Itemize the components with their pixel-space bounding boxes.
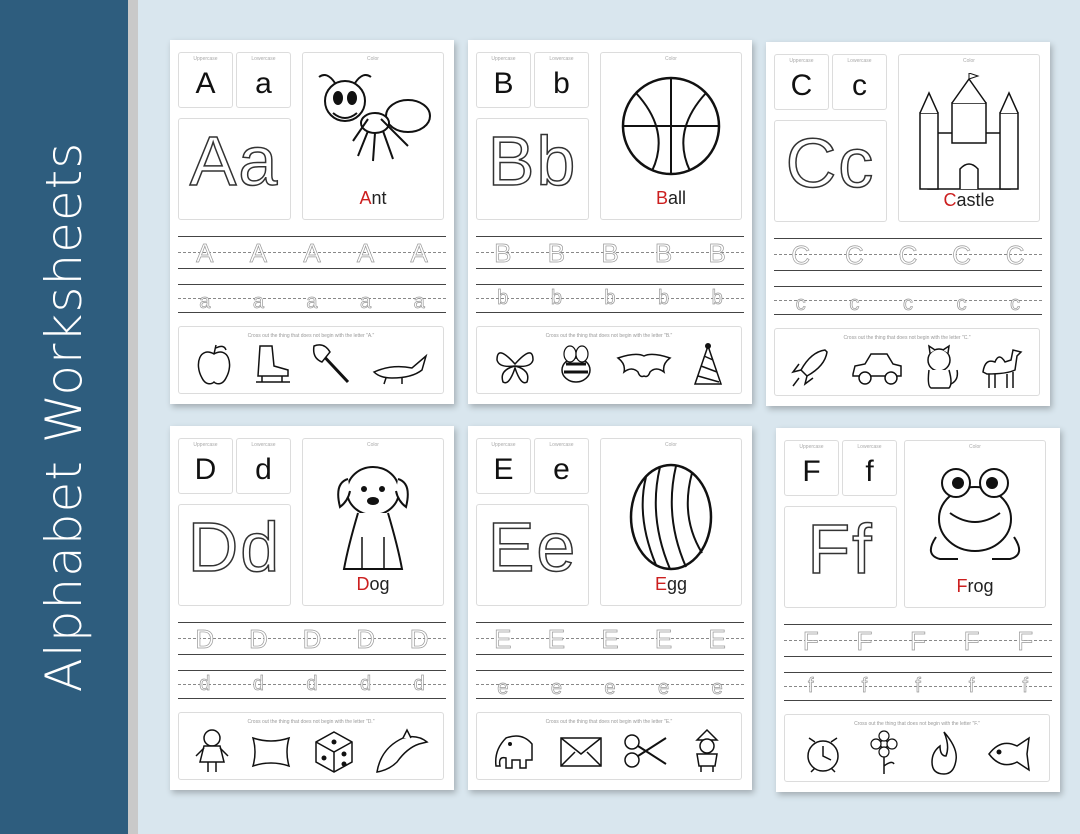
ice-skate-icon	[252, 342, 292, 388]
cross-out-box	[774, 328, 1040, 396]
handwriting-lines: A A A A A a a a a a	[178, 232, 446, 322]
bee-icon	[556, 342, 596, 388]
dog-icon	[318, 457, 428, 575]
car-icon	[849, 344, 905, 390]
lowercase-letter: f	[865, 455, 874, 488]
handwriting-lines: C C C C C c c c c c	[774, 234, 1042, 324]
handwriting-lines: B B B B B b b b b b	[476, 232, 744, 322]
lowercase-label: Lowercase	[857, 444, 882, 450]
castle-icon	[914, 73, 1024, 191]
handwriting-lines: D D D D D d d d d d	[178, 618, 446, 708]
uppercase-label: Uppercase	[789, 58, 814, 64]
fire-icon	[924, 730, 964, 776]
uppercase-box	[178, 438, 233, 494]
trace-letters: Aa	[189, 122, 280, 200]
color-label: Color	[665, 442, 677, 448]
picture-word	[303, 188, 443, 209]
alligator-icon	[372, 342, 428, 388]
picture-word	[303, 574, 443, 595]
color-label: Color	[969, 444, 981, 450]
color-box	[600, 438, 742, 606]
color-label: Color	[665, 56, 677, 62]
butterfly-icon	[493, 342, 537, 388]
word-first-letter: E	[654, 574, 667, 594]
uppercase-box	[476, 438, 531, 494]
word-first-letter: A	[359, 188, 372, 208]
trace-letters: Cc	[785, 124, 876, 202]
word-rest: og	[369, 574, 390, 594]
lowercase-letter: d	[255, 453, 272, 486]
uppercase-label: Uppercase	[491, 442, 516, 448]
cross-out-box	[178, 326, 444, 394]
dice-icon	[312, 728, 356, 774]
doll-icon	[194, 728, 230, 774]
page-title: Alphabet Worksheets	[35, 141, 93, 693]
instruction: Cross out the thing that does not begin with the letter "D."	[247, 719, 375, 725]
uppercase-label: Uppercase	[799, 444, 824, 450]
instruction: Cross out the thing that does not begin with the letter "A."	[247, 333, 375, 339]
lowercase-box	[832, 54, 887, 110]
worksheet-c	[766, 42, 1050, 406]
dolphin-icon	[373, 728, 429, 774]
lowercase-label: Lowercase	[549, 442, 574, 448]
lowercase-label: Lowercase	[251, 56, 276, 62]
ant-icon	[313, 71, 433, 171]
color-label: Color	[367, 56, 379, 62]
picture-word	[601, 188, 741, 209]
color-box	[600, 52, 742, 220]
color-box	[302, 52, 444, 220]
uppercase-letter: D	[194, 453, 217, 486]
word-first-letter: B	[655, 188, 668, 208]
uppercase-label: Uppercase	[193, 56, 218, 62]
lowercase-letter: c	[852, 69, 867, 102]
lowercase-box	[842, 440, 897, 496]
instruction: Cross out the thing that does not begin with the letter "E."	[545, 719, 673, 725]
trace-letters: Dd	[187, 508, 282, 586]
color-label: Color	[367, 442, 379, 448]
worksheet-b	[468, 40, 752, 404]
word-rest: rog	[967, 576, 994, 596]
uppercase-label: Uppercase	[491, 56, 516, 62]
instruction: Cross out the thing that does not begin with the letter "F."	[854, 721, 980, 727]
handwriting-lines: E E E E E e e e e e	[476, 618, 744, 708]
word-rest: all	[668, 188, 687, 208]
worksheet-e	[468, 426, 752, 790]
trace-letter-box	[178, 504, 291, 606]
lowercase-box	[534, 52, 589, 108]
elephant-icon	[492, 728, 540, 774]
instruction: Cross out the thing that does not begin with the letter "B."	[545, 333, 673, 339]
uppercase-letter: B	[493, 67, 514, 100]
uppercase-letter: C	[790, 69, 813, 102]
lowercase-label: Lowercase	[251, 442, 276, 448]
apple-icon	[194, 342, 234, 388]
trace-letter-box	[784, 506, 897, 608]
rocket-icon	[789, 344, 833, 390]
lowercase-label: Lowercase	[549, 56, 574, 62]
picture-word	[601, 574, 741, 595]
color-box	[898, 54, 1040, 222]
worksheet-d	[170, 426, 454, 790]
lowercase-box	[236, 52, 291, 108]
uppercase-letter: F	[802, 455, 821, 488]
cross-out-box	[784, 714, 1050, 782]
uppercase-box	[476, 52, 531, 108]
sidebar	[0, 0, 128, 834]
sidebar-edge	[128, 0, 138, 834]
word-first-letter: F	[956, 576, 968, 596]
word-rest: gg	[666, 574, 688, 594]
trace-letter-box	[178, 118, 291, 220]
trace-letter-box	[476, 504, 589, 606]
camel-icon	[977, 344, 1025, 390]
trace-letters: Ff	[807, 510, 874, 588]
worksheet-a	[170, 40, 454, 404]
cat-icon	[921, 344, 961, 390]
uppercase-box	[784, 440, 839, 496]
bat-icon	[616, 342, 672, 388]
trace-letter-box	[476, 118, 589, 220]
elf-icon	[687, 728, 727, 774]
word-first-letter: C	[943, 190, 957, 210]
trace-letters: Bb	[487, 122, 578, 200]
pillow-icon	[247, 728, 295, 774]
lowercase-label: Lowercase	[847, 58, 872, 64]
fish-icon	[983, 730, 1033, 776]
lowercase-letter: a	[255, 67, 272, 100]
word-rest: astle	[956, 190, 995, 210]
cross-out-box	[178, 712, 444, 780]
trace-letters: Ee	[487, 508, 578, 586]
egg-icon	[626, 457, 716, 573]
alarm-clock-icon	[801, 730, 845, 776]
flower-icon	[864, 730, 904, 776]
lowercase-letter: b	[553, 67, 570, 100]
lowercase-box	[236, 438, 291, 494]
word-first-letter: D	[356, 574, 370, 594]
picture-word	[905, 576, 1045, 597]
lowercase-letter: e	[553, 453, 570, 486]
uppercase-letter: E	[493, 453, 514, 486]
ball-icon	[616, 71, 726, 181]
trace-letter-box	[774, 120, 887, 222]
color-box	[904, 440, 1046, 608]
scissors-icon	[622, 728, 670, 774]
uppercase-label: Uppercase	[193, 442, 218, 448]
uppercase-letter: A	[195, 67, 216, 100]
instruction: Cross out the thing that does not begin with the letter "C."	[843, 335, 971, 341]
picture-word	[899, 190, 1039, 211]
cross-out-box	[476, 326, 742, 394]
envelope-icon	[557, 728, 605, 774]
worksheet-f	[776, 428, 1060, 792]
uppercase-box	[774, 54, 829, 110]
handwriting-lines: F F F F F f f f f f	[784, 620, 1052, 710]
frog-icon	[920, 459, 1030, 569]
color-box	[302, 438, 444, 606]
uppercase-box	[178, 52, 233, 108]
color-label: Color	[963, 58, 975, 64]
lowercase-box	[534, 438, 589, 494]
cross-out-box	[476, 712, 742, 780]
party-hat-icon	[691, 342, 725, 388]
axe-icon	[310, 342, 354, 388]
word-rest: nt	[371, 188, 387, 208]
